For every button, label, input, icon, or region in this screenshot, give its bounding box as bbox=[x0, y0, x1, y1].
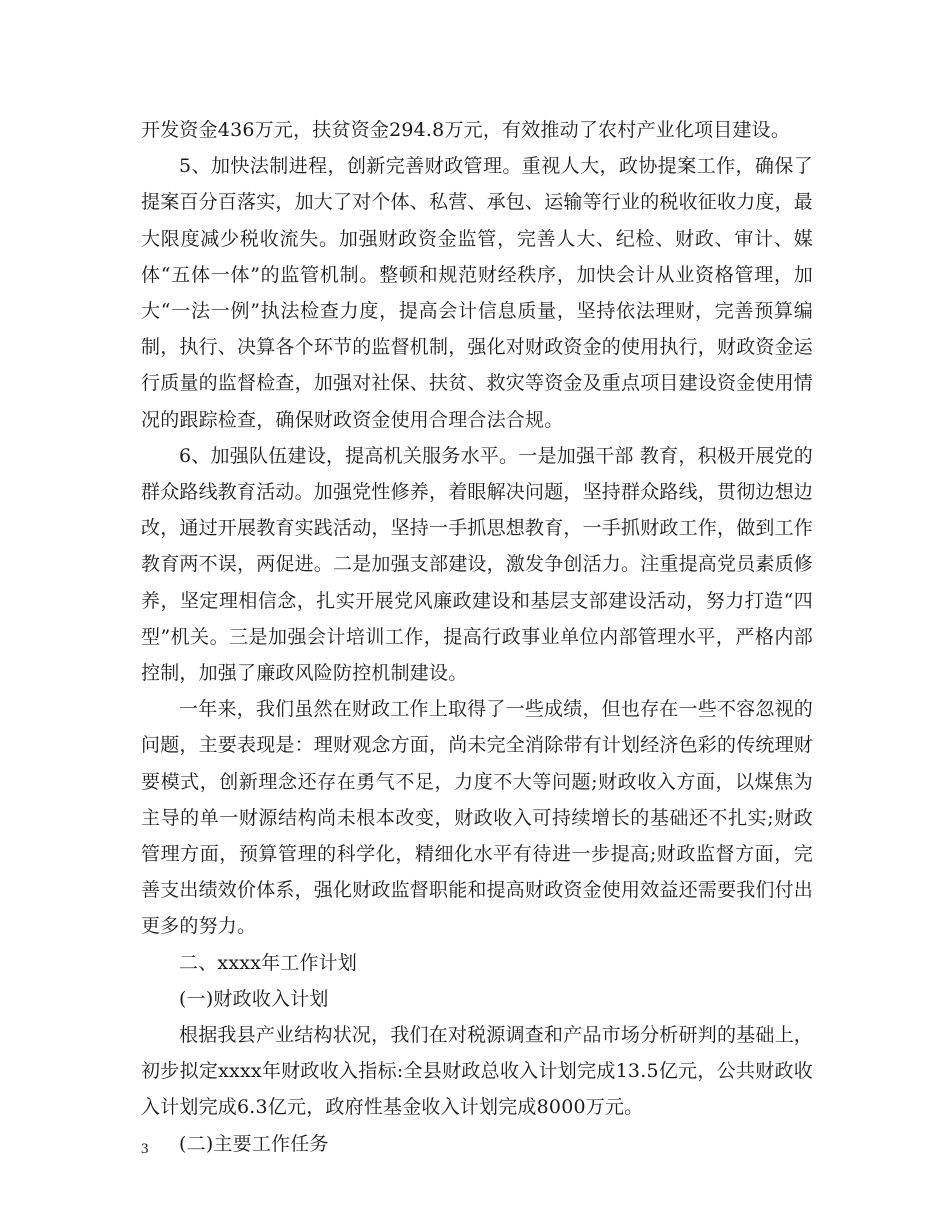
paragraph-funding-summary: 开发资金436万元，扶贫资金294.8万元，有效推动了农村产业化项目建设。 bbox=[141, 119, 791, 141]
section-heading-work-plan: 二、xxxx年工作计划 bbox=[179, 951, 358, 974]
paragraph-revenue-targets: 根据我县产业结构状况，我们在对税源调查和产品市场分析研判的基础上，初步拟定xxxx年财政收入指标:全县财政总收入计划完成13.5亿元，公共财政收入计划完成6.3亿元，政府性基金收入计划完成8000万元。 bbox=[141, 1024, 813, 1119]
document-body bbox=[141, 112, 813, 1162]
paragraph-legal-finance-management: 5、加快法制进程，创新完善财政管理。重视人大，政协提案工作，确保了提案百分百落实，加大了对个体、私营、承包、运输等行业的税收征收力度，最大限度减少税收流失。加强财政资金监管，完善人大、纪检、财政、审计、媒体“五体一体”的监管机制。整顿和规范财经秩序，加快会计从业资格管理，加大“一法一例”执法检查力度，提高会计信息质量，坚持依法理财，完善预算编制，执行、决算各个环节的监督机制，强化对财政资金的使用执行，财政资金运行质量的监督检查，加强对社保、扶贫、救灾等资金及重点项目建设资金使用情况的跟踪检查，确保财政资金使用合理合法合规。 bbox=[141, 155, 814, 431]
subheading-main-tasks: (二)主要工作任务 bbox=[179, 1132, 329, 1155]
paragraph-team-building: 6、加强队伍建设，提高机关服务水平。一是加强干部 教育，积极开展党的群众路线教育活动。加强党性修养，着眼解决问题，坚持群众路线，贯彻边想边改，通过开展教育实践活动，坚持一手抓思想教育，一手抓财政工作，做到工作教育两不误，两促进。二是加强支部建设，激发争创活力。注重提高党员素质修养，坚定理相信念，扎实开展党风廉政建设和基层支部建设活动，努力打造“四型”机关。三是加强会计培训工作，提高行政事业单位内部管理水平，严格内部控制，加强了廉政风险防控机制建设。 bbox=[141, 444, 814, 685]
page-number: 3 bbox=[141, 1141, 149, 1157]
paragraph-problems-review: 一年来，我们虽然在财政工作上取得了一些成绩，但也存在一些不容忽视的问题，主要表现是：理财观念方面，尚未完全消除带有计划经济色彩的传统理财要模式，创新理念还存在勇气不足，力度不大等问题;财政收入方面，以煤焦为主导的单一财源结构尚未根本改变，财政收入可持续增长的基础还不扎实;财政管理方面，预算管理的科学化，精细化水平有待进一步提高;财政监督方面，完善支出绩效价体系，强化财政监督职能和提高财政资金使用效益还需要我们付出更多的努力。 bbox=[141, 698, 814, 938]
subheading-revenue-plan: (一)财政收入计划 bbox=[179, 987, 329, 1010]
